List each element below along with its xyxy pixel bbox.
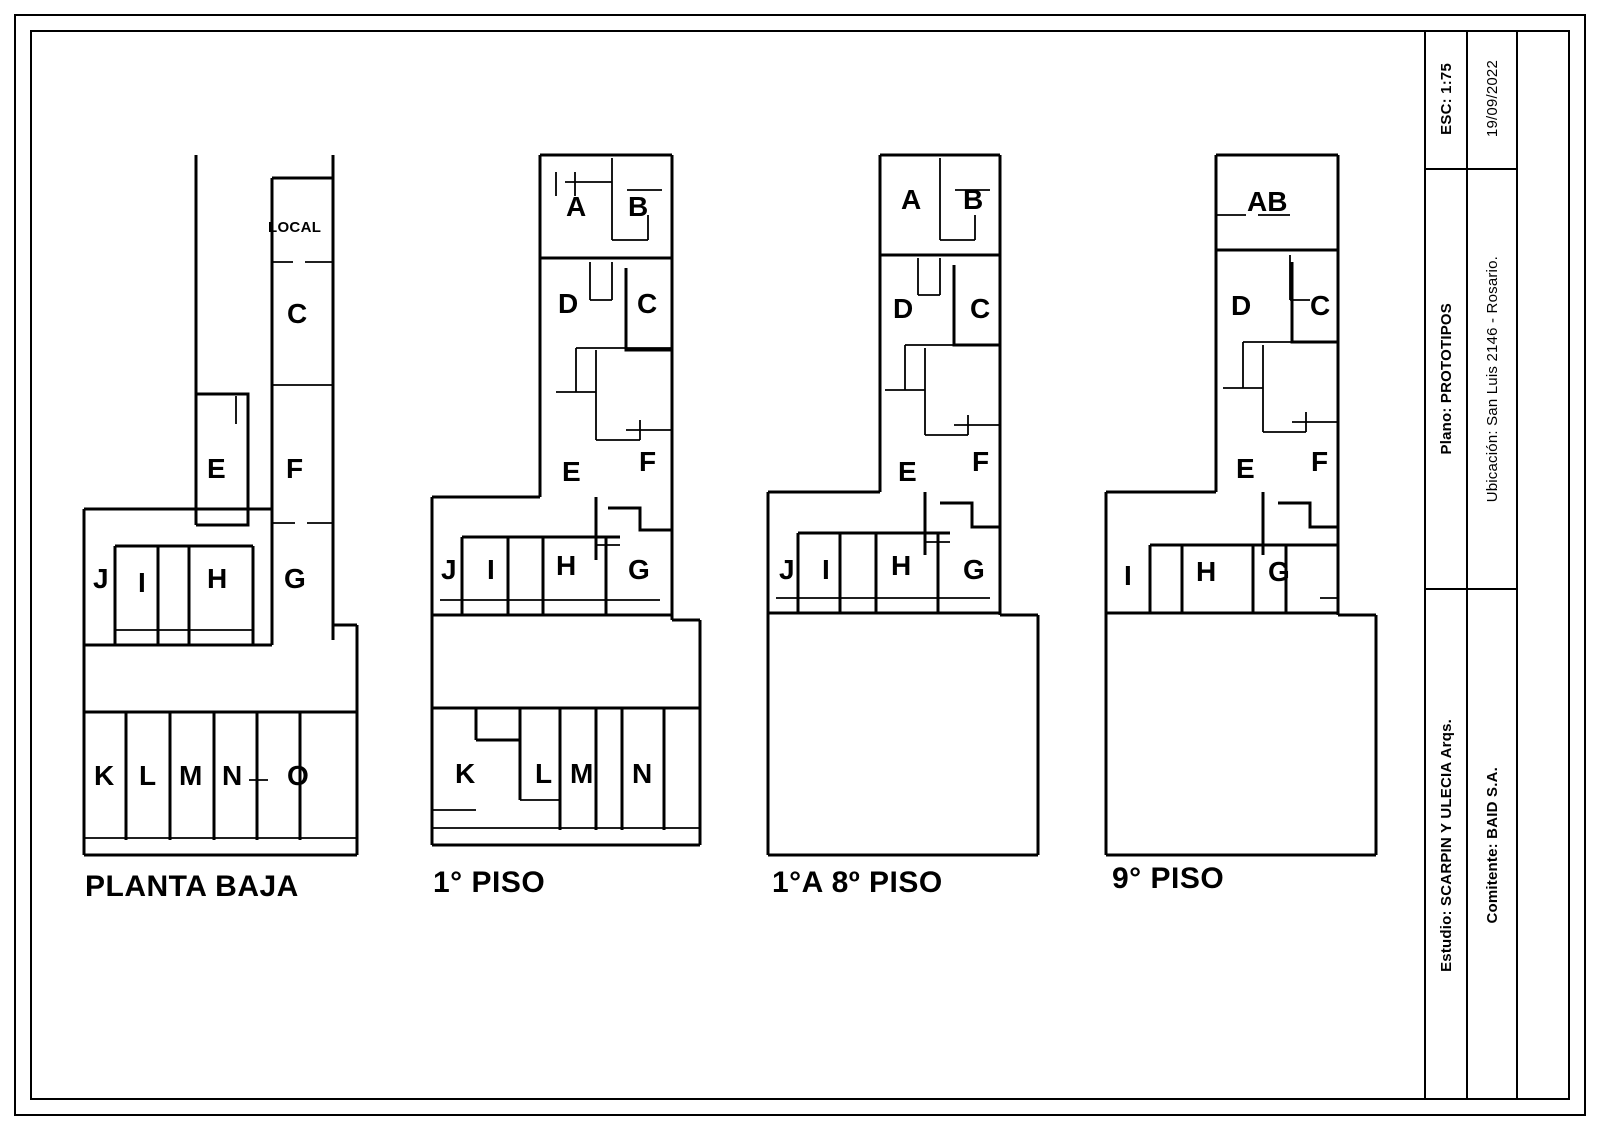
unit-label-pb-h: H [207,563,228,594]
unit-label-p9-e: E [1236,453,1255,484]
unit-label-p9-c: C [1310,290,1331,321]
comitente-cell [1468,590,1516,1100]
unit-label-p9-d: D [1231,290,1252,321]
date-label: 19/09/2022 [1483,60,1501,138]
title-block-column-right [1466,30,1518,1100]
unit-label-pb-k: K [94,760,115,791]
ubicacion-cell [1468,170,1516,590]
unit-label-p18-j: J [779,554,795,585]
unit-label-p9-i: I [1124,560,1132,591]
title-block [1424,30,1570,1100]
unit-label-p18-b: B [963,184,984,215]
unit-label-pb-n: N [222,760,243,791]
unit-label-p9-ab: AB [1247,186,1288,217]
unit-label-p9-g: G [1268,556,1290,587]
unit-label-p1-c: C [637,288,658,319]
unit-label-p9-h: H [1196,556,1217,587]
unit-label-p1-b: B [628,191,649,222]
unit-label-p18-a: A [901,184,922,215]
plano-cell [1426,170,1466,590]
ubicacion-label: Ubicación: San Luis 2146 - Rosario. [1483,255,1501,503]
unit-label-pb-e: E [207,453,226,484]
caption-planta-baja: PLANTA BAJA [85,870,299,903]
unit-label-p18-c: C [970,293,991,324]
scale-label: ESC: 1:75 [1437,63,1455,135]
plano-label: Plano: PROTOTIPOS [1437,303,1455,455]
scale-cell [1426,30,1466,170]
unit-label-p18-d: D [893,293,914,324]
unit-label-p1-a: A [566,191,587,222]
unit-label-p1-d: D [558,288,579,319]
unit-label-pb-l: L [139,760,157,791]
caption-1-a-8-piso: 1°A 8º PISO [772,866,943,899]
estudio-cell [1426,590,1466,1100]
unit-label-p1-h: H [556,550,577,581]
unit-label-p1-k: K [455,758,476,789]
unit-label-p1-n: N [632,758,653,789]
unit-label-p1-l: L [535,758,553,789]
unit-label-p1-i: I [487,554,495,585]
unit-label-p18-i: I [822,554,830,585]
unit-label-p1-e: E [562,456,581,487]
unit-label-p18-f: F [972,446,990,477]
unit-label-p1-g: G [628,554,650,585]
caption-primer-piso: 1° PISO [433,866,546,899]
unit-label-p1-f: F [639,446,657,477]
unit-label-p18-h: H [891,550,912,581]
caption-9-piso: 9° PISO [1112,862,1225,895]
unit-label-pb-f: F [286,453,304,484]
unit-label-pb-local: LOCAL [268,219,322,236]
unit-label-pb-g: G [284,563,306,594]
unit-label-p1-m: M [570,758,594,789]
comitente-label: Comitente: BAID S.A. [1483,766,1501,924]
unit-label-p18-e: E [898,456,917,487]
unit-label-pb-o: O [287,760,309,791]
unit-label-pb-m: M [179,760,203,791]
unit-label-pb-j: J [93,563,109,594]
date-cell [1468,30,1516,170]
unit-label-p18-g: G [963,554,985,585]
title-block-column-left [1424,30,1466,1100]
unit-label-p1-j: J [441,554,457,585]
unit-label-pb-c: C [287,298,308,329]
estudio-label: Estudio: SCARPIN Y ULECIA Arqs. [1437,718,1455,972]
unit-label-pb-i: I [138,567,146,598]
unit-label-p9-f: F [1311,446,1329,477]
sheet-border-inner [30,30,1570,1100]
